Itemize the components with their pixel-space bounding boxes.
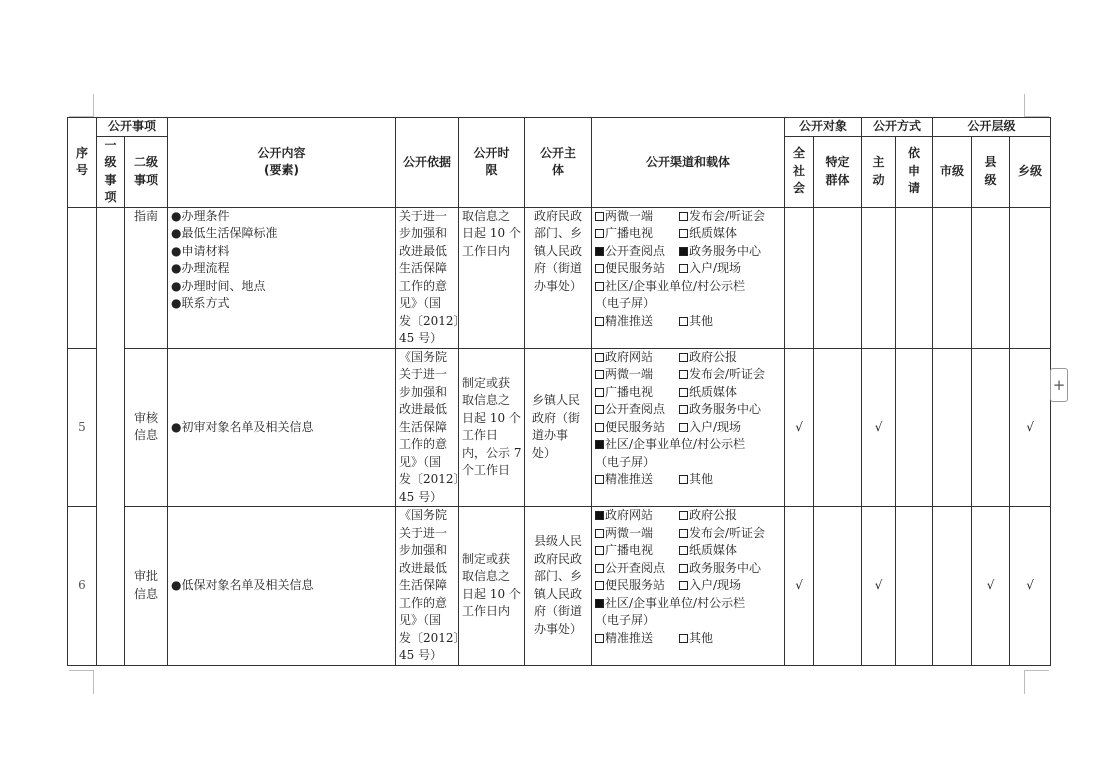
mark-specific <box>814 207 862 348</box>
text-line: 关于进一 <box>399 208 448 223</box>
text-line: 府（街道 <box>534 604 583 619</box>
unchecked-box-icon <box>595 529 604 538</box>
channel-line <box>595 436 781 454</box>
channel-line <box>595 349 781 367</box>
unchecked-box-icon <box>595 370 604 379</box>
channel-option <box>679 384 737 402</box>
unchecked-box-icon <box>595 212 604 221</box>
mark-request <box>896 207 933 348</box>
channel-label: 入户/现场 <box>689 261 742 275</box>
crop-mark <box>1025 670 1049 671</box>
header-time-limit: 公开时限 <box>459 118 525 208</box>
text-line: 工作的意 <box>399 595 448 610</box>
channel-label: 入户/现场 <box>689 419 742 434</box>
checked-box-icon <box>679 247 688 256</box>
text-line: 关于进一 <box>399 525 448 540</box>
text-line: 生活保障 <box>399 419 448 434</box>
header-content <box>168 118 396 208</box>
row-basis <box>396 348 466 507</box>
channel-line <box>595 560 781 578</box>
text-line: 办事处） <box>534 621 583 636</box>
channel-label: 广播电视 <box>605 226 654 240</box>
text-line: 改进最低 <box>399 560 448 575</box>
text-line: 步加强和 <box>399 543 448 557</box>
header-audience-all: 全社会 <box>785 136 814 207</box>
level1-cell <box>97 207 125 665</box>
header-method: 公开方式 <box>862 118 933 137</box>
channel-option <box>679 208 765 226</box>
crop-mark <box>69 670 93 671</box>
crop-mark <box>1024 94 1025 117</box>
mark-all <box>785 207 814 348</box>
channel-option <box>595 313 679 331</box>
unchecked-box-icon <box>595 564 604 573</box>
row-level2: 指南 <box>125 207 168 348</box>
unchecked-box-icon <box>679 370 688 379</box>
mark-specific <box>814 348 862 507</box>
text-line: 办事处） <box>534 278 583 293</box>
channel-option <box>679 419 741 437</box>
text-line: 取信息之 <box>462 208 511 223</box>
text-line: 《国务院 <box>399 349 448 364</box>
channel-label: 纸质媒体 <box>689 384 738 399</box>
text-line: 部门、乡 <box>534 569 583 584</box>
header-level1: 一级事项 <box>97 136 125 207</box>
channel-label: 政府网站 <box>605 508 654 522</box>
channel-label: 入户/现场 <box>689 578 742 592</box>
channel-option <box>595 401 679 419</box>
text-line: 工作的意 <box>399 278 448 293</box>
channel-option <box>595 542 679 560</box>
channel-line <box>595 419 781 437</box>
text-line: ●办理条件 <box>171 208 230 223</box>
row-subject <box>525 507 592 666</box>
channel-label: 便民服务站 <box>605 261 666 275</box>
unchecked-box-icon <box>679 475 688 484</box>
unchecked-box-icon <box>679 529 688 538</box>
channel-label: 政务服务中心 <box>689 243 762 258</box>
channel-option <box>679 525 765 543</box>
row-channels <box>592 507 785 666</box>
channel-line <box>595 525 781 543</box>
unchecked-box-icon <box>595 317 604 326</box>
unchecked-box-icon <box>679 634 688 643</box>
channel-label: 社区/企事业单位/村公示栏 <box>605 278 746 293</box>
channel-line <box>595 454 781 472</box>
text-line: 发〔2012〕 <box>399 472 466 486</box>
row-level2-text: 审批信息 <box>133 569 158 601</box>
row-subject <box>525 207 592 348</box>
channel-label: 发布会/听证会 <box>689 525 766 540</box>
channel-line <box>595 225 781 243</box>
channel-option <box>595 471 679 489</box>
text-line: ●最低生活保障标准 <box>171 226 278 240</box>
row-content <box>168 207 396 348</box>
channel-line <box>595 595 781 613</box>
text-line: 部门、乡 <box>534 226 583 240</box>
row-seq: 5 <box>68 348 97 507</box>
checked-box-icon <box>595 511 604 520</box>
text-line: 镇人民政 <box>534 243 583 258</box>
text-line: 取信息之 <box>462 569 511 584</box>
unchecked-box-icon <box>679 564 688 573</box>
row-level2-text: 审核信息 <box>133 410 158 443</box>
channel-line <box>595 384 781 402</box>
header-tier: 公开层级 <box>933 118 1051 137</box>
text-line: 见》（国 <box>399 454 442 469</box>
text-line: 政府（街 <box>532 410 581 425</box>
crop-mark <box>93 94 94 117</box>
channel-line <box>595 295 781 313</box>
channel-line <box>595 243 781 261</box>
channel-line <box>595 366 781 384</box>
channel-option <box>595 295 655 313</box>
unchecked-box-icon <box>595 353 604 362</box>
channel-line <box>595 208 781 226</box>
text-line: 关于进一 <box>399 367 448 381</box>
checked-box-icon <box>595 599 604 608</box>
text-line: 政府民政 <box>534 208 583 223</box>
header-method-active: 主动 <box>862 136 896 207</box>
channel-label: 政府公报 <box>689 508 738 522</box>
checked-box-icon <box>595 247 604 256</box>
crop-mark <box>93 670 94 694</box>
text-line: 乡镇人民 <box>532 393 581 408</box>
channel-line <box>595 577 781 595</box>
channel-option <box>679 401 761 419</box>
mark-request <box>896 507 933 666</box>
text-line: ●办理流程 <box>171 261 230 275</box>
mark-city <box>933 348 972 507</box>
row-time-limit <box>459 348 525 507</box>
channel-line <box>595 612 781 630</box>
channel-label: 精准推送 <box>605 313 654 328</box>
channel-line <box>595 260 781 278</box>
channel-option <box>679 577 741 595</box>
text-line: 改进最低 <box>399 402 448 416</box>
channel-line <box>595 630 781 648</box>
channel-line <box>595 313 781 331</box>
unchecked-box-icon <box>595 282 604 291</box>
channel-option <box>679 507 737 525</box>
mark-all: √ <box>785 507 814 666</box>
unchecked-box-icon <box>595 229 604 238</box>
header-seq: 序号 <box>68 118 97 208</box>
header-level2: 二级事项 <box>125 136 168 207</box>
channel-label: 政府网站 <box>605 349 654 364</box>
row-channels <box>592 348 785 507</box>
header-subject: 公开主体 <box>525 118 592 208</box>
text-line: 处） <box>532 445 557 460</box>
row-basis <box>396 507 466 666</box>
channel-label: 政府公报 <box>689 349 738 364</box>
channel-label: 两微一端 <box>605 525 654 540</box>
channel-label: 社区/企事业单位/村公示栏 <box>605 437 746 451</box>
channel-label: 便民服务站 <box>605 578 666 592</box>
channel-option <box>595 278 745 296</box>
text-line: 日起 10 个 <box>462 226 521 240</box>
row-time-limit <box>459 507 525 666</box>
channel-label: 公开查阅点 <box>605 402 666 416</box>
table-row <box>68 348 1051 507</box>
mark-active: √ <box>862 348 896 507</box>
channel-label: 其他 <box>689 630 714 645</box>
text-line: 45 号） <box>399 331 443 345</box>
unchecked-box-icon <box>679 405 688 414</box>
channel-line <box>595 471 781 489</box>
text-line: 日起 10 个 <box>462 586 521 601</box>
unchecked-box-icon <box>679 546 688 555</box>
channel-option <box>595 419 679 437</box>
mark-town <box>1010 207 1051 348</box>
header-tier-county: 县级 <box>972 136 1010 207</box>
text-line: 45 号） <box>399 648 443 662</box>
text-line: 45 号） <box>399 489 443 504</box>
channel-label: 公开查阅点 <box>605 243 666 258</box>
text-line: 内，公示 7 <box>462 445 522 460</box>
mark-town: √ <box>1010 348 1051 507</box>
text-line: 县级人民 <box>534 534 583 549</box>
text-line: ●低保对象名单及相关信息 <box>171 578 314 592</box>
header-row-1 <box>68 118 1051 137</box>
mark-county <box>972 348 1010 507</box>
channel-label: 便民服务站 <box>605 419 666 434</box>
mark-town: √ <box>1010 507 1051 666</box>
channel-label: 发布会/听证会 <box>689 367 766 381</box>
table-row <box>68 207 1051 348</box>
crop-mark <box>1024 670 1025 694</box>
channel-option <box>595 208 679 226</box>
text-line: 步加强和 <box>399 384 448 399</box>
text-line: 生活保障 <box>399 261 448 275</box>
text-line: 见》（国 <box>399 613 442 627</box>
text-line: 工作日内 <box>462 604 511 619</box>
text-line: ●申请材料 <box>171 243 230 258</box>
channel-label: 发布会/听证会 <box>689 208 766 223</box>
unchecked-box-icon <box>595 475 604 484</box>
header-tier-town: 乡级 <box>1010 136 1051 207</box>
unchecked-box-icon <box>595 405 604 414</box>
unchecked-box-icon <box>679 353 688 362</box>
table-row <box>68 507 1051 666</box>
text-line: 日起 10 个 <box>462 410 521 425</box>
unchecked-box-icon <box>679 264 688 273</box>
mark-active: √ <box>862 507 896 666</box>
channel-option <box>595 595 745 613</box>
channel-label: 社区/企事业单位/村公示栏 <box>605 595 746 610</box>
channel-label: 纸质媒体 <box>689 543 738 557</box>
channel-option <box>595 260 679 278</box>
text-line: 发〔2012〕 <box>399 313 466 328</box>
channel-option <box>595 577 679 595</box>
channel-option <box>679 243 761 261</box>
channel-option <box>679 560 761 578</box>
mark-city <box>933 507 972 666</box>
text-line: 政府民政 <box>534 551 583 566</box>
channel-label: 广播电视 <box>605 384 654 399</box>
unchecked-box-icon <box>595 388 604 397</box>
row-time-limit <box>459 207 525 348</box>
text-line: 生活保障 <box>399 578 448 592</box>
channel-option <box>679 225 737 243</box>
channel-label: 精准推送 <box>605 472 654 486</box>
channel-option <box>595 630 679 648</box>
row-content <box>168 348 396 507</box>
channel-label: （电子屏） <box>595 613 656 627</box>
channel-option <box>679 260 741 278</box>
unchecked-box-icon <box>679 581 688 590</box>
header-content-sub: (要素) <box>264 163 299 178</box>
unchecked-box-icon <box>679 317 688 326</box>
text-line: 工作日 <box>462 428 499 443</box>
channel-line <box>595 401 781 419</box>
header-method-request: 依申请 <box>896 136 933 207</box>
text-line: 工作的意 <box>399 437 448 451</box>
text-line: 《国务院 <box>399 508 448 522</box>
header-content-title: 公开内容 <box>257 145 306 160</box>
row-seq: 6 <box>68 507 97 666</box>
channel-option <box>679 313 713 331</box>
channel-label: 政务服务中心 <box>689 560 762 575</box>
unchecked-box-icon <box>679 229 688 238</box>
row-level2 <box>125 348 168 507</box>
header-channels: 公开渠道和载体 <box>592 118 785 208</box>
text-line: 制定或获 <box>462 375 511 390</box>
row-seq <box>68 207 97 348</box>
channel-label: 两微一端 <box>605 208 654 223</box>
channel-option <box>595 349 679 367</box>
channel-option <box>595 243 679 261</box>
row-basis <box>396 207 466 348</box>
unchecked-box-icon <box>595 264 604 273</box>
channel-option <box>595 612 655 630</box>
row-level2 <box>125 507 168 666</box>
text-line: ●办理时间、地点 <box>171 278 266 293</box>
expand-button[interactable]: + <box>1050 368 1068 402</box>
text-line: ●初审对象名单及相关信息 <box>171 419 314 434</box>
channel-option <box>595 507 679 525</box>
mark-county <box>972 207 1010 348</box>
mark-active <box>862 207 896 348</box>
header-audience: 公开对象 <box>785 118 862 137</box>
mark-county: √ <box>972 507 1010 666</box>
checked-box-icon <box>595 440 604 449</box>
channel-option <box>679 366 765 384</box>
mark-all: √ <box>785 348 814 507</box>
unchecked-box-icon <box>595 634 604 643</box>
text-line: ●联系方式 <box>171 296 230 310</box>
disclosure-table <box>67 117 1051 666</box>
header-public-items: 公开事项 <box>97 118 168 137</box>
header-tier-city: 市级 <box>933 136 972 207</box>
text-line: 取信息之 <box>462 393 511 408</box>
unchecked-box-icon <box>595 546 604 555</box>
unchecked-box-icon <box>679 212 688 221</box>
channel-line <box>595 278 781 296</box>
channel-label: 广播电视 <box>605 543 654 557</box>
channel-option <box>595 225 679 243</box>
channel-label: 其他 <box>689 472 714 486</box>
channel-option <box>595 384 679 402</box>
text-line: 见》（国 <box>399 296 442 310</box>
text-line: 改进最低 <box>399 243 448 258</box>
text-line: 个工作日 <box>462 463 511 478</box>
channel-option <box>679 542 737 560</box>
header-audience-specific: 特定群体 <box>814 136 862 207</box>
unchecked-box-icon <box>679 423 688 432</box>
channel-label: 政务服务中心 <box>689 402 762 416</box>
channel-label: 纸质媒体 <box>689 226 738 240</box>
row-content <box>168 507 396 666</box>
text-line: 府（街道 <box>534 261 583 275</box>
channel-line <box>595 542 781 560</box>
text-line: 步加强和 <box>399 226 448 240</box>
channel-label: 两微一端 <box>605 367 654 381</box>
text-line: 发〔2012〕 <box>399 630 466 645</box>
channel-line <box>595 507 781 525</box>
text-line: 道办事 <box>532 428 569 443</box>
channel-option <box>595 436 745 454</box>
channel-option <box>595 525 679 543</box>
unchecked-box-icon <box>595 581 604 590</box>
channel-label: 精准推送 <box>605 630 654 645</box>
mark-city <box>933 207 972 348</box>
channel-option <box>679 349 737 367</box>
channel-option <box>679 630 713 648</box>
unchecked-box-icon <box>679 388 688 397</box>
channel-option <box>595 560 679 578</box>
text-line: 镇人民政 <box>534 586 583 601</box>
channel-label: 公开查阅点 <box>605 560 666 575</box>
mark-specific <box>814 507 862 666</box>
header-basis: 公开依据 <box>396 118 459 208</box>
text-line: 制定或获 <box>462 551 511 566</box>
channel-label: （电子屏） <box>595 454 656 469</box>
mark-request <box>896 348 933 507</box>
channel-label: 其他 <box>689 313 714 328</box>
channel-option <box>679 471 713 489</box>
row-subject <box>525 348 592 507</box>
unchecked-box-icon <box>679 511 688 520</box>
channel-option <box>595 366 679 384</box>
row-channels <box>592 207 785 348</box>
channel-label: （电子屏） <box>595 296 656 310</box>
unchecked-box-icon <box>595 423 604 432</box>
channel-option <box>595 454 655 472</box>
text-line: 工作日内 <box>462 243 511 258</box>
